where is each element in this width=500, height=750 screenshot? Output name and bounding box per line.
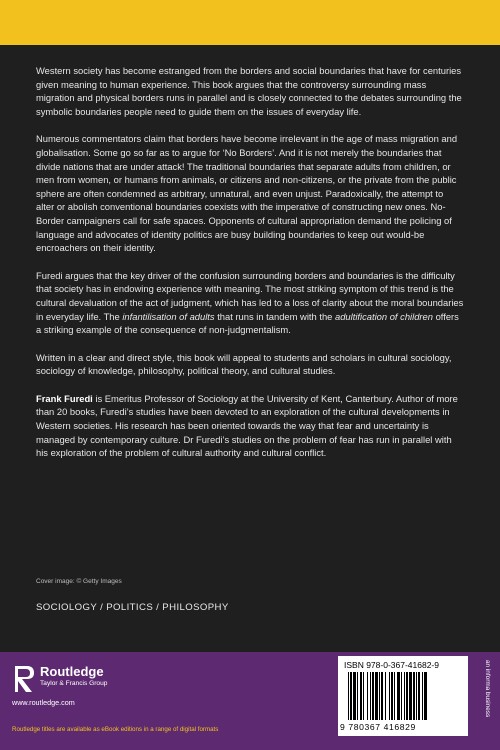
barcode-bar [367, 672, 368, 720]
barcode-bar [391, 672, 393, 720]
back-cover-text [36, 64, 464, 474]
barcode-bar [385, 672, 386, 720]
barcode-bar [418, 672, 420, 720]
barcode-bar [379, 672, 380, 720]
author-name: Frank Furedi [36, 392, 93, 404]
isbn-text: ISBN 978-0-367-41682-9 [344, 660, 439, 670]
publisher-group: Taylor & Francis Group [40, 680, 108, 687]
paragraph-audience: Written in a clear and direct style, this book will appeal to students and scholars in cultural sociology, sociology of knowledge, philosophy, political theory, and cultural studies. [36, 351, 452, 377]
barcode-bar [389, 672, 390, 720]
barcode-bar [360, 672, 362, 720]
barcode-digits: 9 780367 416829 [340, 722, 416, 732]
barcode-bar [422, 672, 423, 720]
barcode-bar [370, 672, 371, 720]
barcode-bar [397, 672, 400, 720]
barcode-bar [404, 672, 405, 720]
barcode-bar [401, 672, 402, 720]
barcode-bar [381, 672, 383, 720]
argument-text-a: Furedi argues that the key driver of the confusion surrounding borders and boundaries is the difficulty that society has in endowing experience with meaning. The most striking symptom of this trend is the cultural devaluation of the act of judgment, which has led to a loss of clarity about the moral boundaries in everyday life. The [36, 269, 464, 322]
argument-emphasis-2: adultification of children [334, 310, 433, 322]
publisher-url[interactable]: www.routledge.com [12, 698, 75, 707]
barcode-bar [409, 672, 412, 720]
subject-categories: SOCIOLOGY / POLITICS / PHILOSOPHY [36, 602, 229, 613]
paragraph-intro: Western society has become estranged from the borders and social boundaries that have for centuries given meaning to human experience. This book argues that the controversy surrounding mass migration and physical borders runs in parallel and is closely connected to the debates surrounding the symbolic boundaries people need to guide them on the issues of everyday life. [36, 65, 462, 117]
barcode-bar [406, 672, 408, 720]
barcode-bar [394, 672, 395, 720]
top-color-band [0, 0, 500, 45]
barcode-bar [357, 672, 358, 720]
argument-emphasis-1: infantilisation of adults [122, 310, 215, 322]
barcode-bar [424, 672, 427, 720]
barcode-bar [348, 672, 349, 720]
barcode-bar [363, 672, 364, 720]
barcode-bar [372, 672, 374, 720]
barcode-graphic [346, 672, 464, 720]
barcode-bar [350, 672, 352, 720]
routledge-logo-icon [12, 664, 36, 694]
barcode-bar [353, 672, 356, 720]
cover-image-credit: Cover image: © Getty Images [36, 578, 122, 585]
barcode-bar [413, 672, 415, 720]
argument-text-c: offers a striking example of the consequence of non-judgmentalism. [36, 310, 459, 336]
paragraph-author-bio [36, 392, 464, 460]
author-bio-text: is Emeritus Professor of Sociology at the University of Kent, Canterbury. Author of more than 20 books, Furedi’s studies have been devoted to an exploration of the cultural developments in Western societies. His research has been oriented towards the way that fear and uncertainty is managed by contemporary culture. Dr Furedi’s studies on the problem of fear has run in parallel with his exploration of the problem of cultural authority and cultural conflict. [36, 392, 458, 459]
paragraph-argument [36, 269, 464, 337]
barcode-bar [416, 672, 417, 720]
barcode-bar [375, 672, 378, 720]
publisher-name: Routledge [40, 664, 104, 679]
ebook-availability-note: Routledge titles are available as eBook editions in a range of digital formats [12, 726, 219, 733]
argument-text-b: that runs in tandem with the [214, 310, 335, 322]
informa-tagline: an informa business [484, 660, 491, 718]
paragraph-borders: Numerous commentators claim that borders have become irrelevant in the age of mass migration and globalisation. Some go so far as to argue for ‘No Borders’. And it is not merely the boundaries that divide nations that are under attack! The traditional boundaries that separate adults from children, or men from women, or humans from animals, or citizens and non-citizens, or the private from the public sphere are often condemned as arbitrary, unnatural, and even unjust. Paradoxically, the attempt to alter or abolish conventional boundaries coexists with the imperative of constructing new ones. No-Border campaigners call for safe spaces. Opponents of cultural appropriation demand the policing of language and advocates of identity politics are busy building boundaries to keep out would-be encroachers on their identity. [36, 133, 458, 254]
